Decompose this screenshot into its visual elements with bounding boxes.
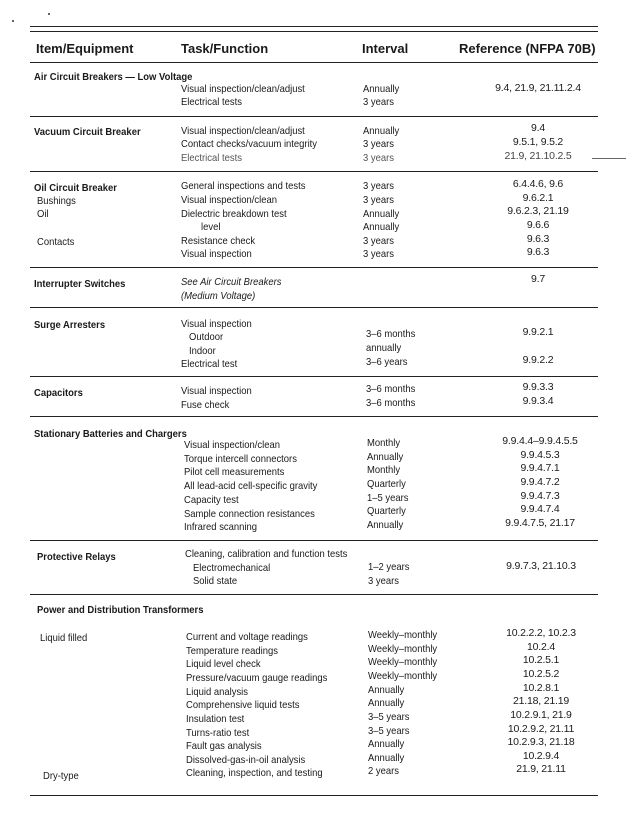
reference-text: 6.4.4.6, 9.6 [512, 178, 564, 190]
item-label: Protective Relays [37, 551, 116, 563]
interval-text: Annually [368, 752, 405, 764]
reference-text: 10.2.9.3, 21.18 [507, 736, 575, 748]
interval-text: 3–6 months [366, 328, 416, 340]
interval-text: 1–2 years [368, 561, 410, 573]
interval-text: 3 years [363, 152, 394, 164]
task-text: level [201, 221, 221, 233]
reference-text: 9.9.4.7.1 [520, 462, 560, 474]
section-rule [30, 594, 598, 595]
interval-text: Annually [367, 451, 404, 463]
task-text: Sample connection resistances [184, 508, 315, 520]
task-text: Infrared scanning [184, 521, 258, 533]
task-text: Electrical tests [181, 152, 242, 164]
task-text: Insulation test [186, 713, 245, 725]
sub-item-label: Dry-type [43, 770, 79, 782]
interval-text: 3 years [363, 180, 394, 192]
item-label: Interrupter Switches [34, 278, 126, 290]
reference-text: 9.5.1, 9.5.2 [512, 136, 564, 148]
task-text: Fault gas analysis [186, 740, 262, 752]
interval-text: Annually [368, 684, 405, 696]
top-rule [30, 31, 598, 32]
task-text: Visual inspection [181, 248, 252, 260]
interval-text: annually [366, 342, 402, 354]
header-reference: Reference (NFPA 70B) [459, 41, 596, 56]
interval-text: 3 years [363, 248, 394, 260]
task-text: Visual inspection [181, 318, 252, 330]
task-text: Comprehensive liquid tests [186, 699, 300, 711]
reference-text: 10.2.5.1 [522, 654, 560, 666]
task-text: Contact checks/vacuum integrity [181, 138, 318, 150]
reference-text: 9.6.3 [526, 246, 550, 258]
task-text: Solid state [193, 575, 238, 587]
header-item: Item/Equipment [36, 41, 134, 56]
task-text: Dissolved-gas-in-oil analysis [186, 754, 306, 766]
task-text: Pilot cell measurements [184, 466, 285, 478]
reference-text: 9.6.2.1 [522, 192, 554, 204]
sub-item-label: Oil [37, 208, 49, 220]
task-text: General inspections and tests [181, 180, 306, 192]
reference-text: 10.2.9.2, 21.11 [507, 723, 575, 735]
reference-text: 10.2.8.1 [522, 682, 560, 694]
interval-text: Annually [363, 83, 400, 95]
item-label: Power and Distribution Transformers [37, 604, 204, 616]
bottom-rule [30, 795, 598, 796]
interval-text: 3–5 years [368, 725, 410, 737]
reference-text: 21.9, 21.11 [516, 763, 566, 775]
interval-text: Quarterly [367, 478, 406, 490]
reference-text: 10.2.9.1, 21.9 [510, 709, 572, 721]
reference-text: 9.9.2.1 [522, 326, 554, 338]
sub-item-label: Bushings [37, 195, 76, 207]
interval-text: 3 years [368, 575, 399, 587]
sub-item-label: Contacts [37, 236, 75, 248]
interval-text: 3–6 years [366, 356, 408, 368]
reference-text: 9.6.6 [526, 219, 550, 231]
task-text: Torque intercell connectors [184, 453, 297, 465]
interval-text: Annually [363, 221, 400, 233]
task-text: Current and voltage readings [186, 631, 308, 643]
interval-text: 3 years [363, 194, 394, 206]
interval-text: Annually [363, 125, 400, 137]
header-rule [30, 62, 598, 63]
item-label: Air Circuit Breakers — Low Voltage [34, 71, 193, 83]
section-rule [30, 116, 598, 117]
task-text: Electromechanical [193, 562, 271, 574]
task-text: Pressure/vacuum gauge readings [186, 672, 328, 684]
speck-mark [48, 13, 50, 15]
interval-text: Weekly–monthly [368, 670, 438, 682]
reference-text: 9.7 [531, 273, 545, 285]
interval-text: Weekly–monthly [368, 643, 438, 655]
interval-text: Annually [363, 208, 400, 220]
interval-text: Weekly–monthly [368, 656, 438, 668]
section-rule [30, 540, 598, 541]
reference-text: 10.2.2.2, 10.2.3 [506, 627, 576, 639]
reference-text: 21.9, 21.10.2.5 [504, 150, 572, 162]
item-label: Surge Arresters [34, 319, 106, 331]
task-text: Visual inspection/clean/adjust [181, 83, 305, 95]
reference-text: 9.6.2.3, 21.19 [507, 205, 569, 217]
item-label: Oil Circuit Breaker [34, 182, 117, 194]
reference-text: 9.9.2.2 [522, 354, 554, 366]
task-text: Cleaning, calibration and function tests [185, 548, 348, 560]
interval-text: Monthly [367, 437, 401, 449]
interval-text: Monthly [367, 464, 401, 476]
section-rule [30, 416, 598, 417]
task-text: Cleaning, inspection, and testing [186, 767, 323, 779]
reference-text: 10.2.9.4 [522, 750, 560, 762]
interval-text: 2 years [368, 765, 399, 777]
reference-text: 9.9.4.7.5, 21.17 [505, 517, 575, 529]
interval-text: 3 years [363, 138, 394, 150]
task-text: Electrical test [181, 358, 238, 370]
reference-text: 9.9.3.3 [522, 381, 554, 393]
task-text: Electrical tests [181, 96, 242, 108]
interval-text: Quarterly [367, 505, 406, 517]
task-text: Visual inspection [181, 385, 252, 397]
task-text: Temperature readings [186, 645, 278, 657]
task-text: Dielectric breakdown test [181, 208, 287, 220]
item-label: Stationary Batteries and Chargers [34, 428, 187, 440]
reference-text: 10.2.5.2 [522, 668, 560, 680]
reference-text: 10.2.4 [527, 641, 555, 653]
reference-text: 9.4, 21.9, 21.11.2.4 [495, 82, 581, 94]
interval-text: 1–5 years [367, 492, 409, 504]
interval-text: 3–6 months [366, 397, 416, 409]
section-rule [30, 171, 598, 172]
reference-text: 9.6.3 [526, 233, 550, 245]
reference-text: 9.4 [531, 122, 545, 134]
interval-text: Annually [368, 738, 405, 750]
reference-text: 21.18, 21.19 [513, 695, 569, 707]
task-text: Liquid analysis [186, 686, 249, 698]
reference-text: 9.9.7.3, 21.10.3 [506, 560, 576, 572]
task-text: Capacity test [184, 494, 239, 506]
interval-text: Annually [367, 519, 404, 531]
section-rule [30, 307, 598, 308]
task-text: Liquid level check [186, 658, 261, 670]
reference-text: 9.9.4.7.4 [520, 503, 560, 515]
task-text: Resistance check [181, 235, 256, 247]
speck-mark [12, 20, 14, 22]
reference-text: 9.9.4.7.2 [520, 476, 560, 488]
reference-text: 9.9.4.4–9.9.4.5.5 [502, 435, 578, 447]
top-rule [30, 26, 598, 27]
sub-item-label: Liquid filled [40, 632, 88, 644]
task-text: (Medium Voltage) [181, 290, 256, 302]
task-text: Visual inspection/clean/adjust [181, 125, 305, 137]
header-interval: Interval [362, 41, 409, 56]
task-text: Outdoor [189, 331, 224, 343]
interval-text: 3–5 years [368, 711, 410, 723]
interval-text: Annually [368, 697, 405, 709]
interval-text: Weekly–monthly [368, 629, 438, 641]
task-text: All lead-acid cell-specific gravity [184, 480, 318, 492]
task-text: Visual inspection/clean [181, 194, 277, 206]
interval-text: 3 years [363, 235, 394, 247]
section-rule [30, 376, 598, 377]
task-text: Turns-ratio test [186, 727, 250, 739]
reference-text: 9.9.4.5.3 [520, 449, 560, 461]
reference-text: 9.9.3.4 [522, 395, 554, 407]
task-text: Indoor [189, 345, 216, 357]
item-label: Vacuum Circuit Breaker [34, 126, 141, 138]
reference-text: 9.9.4.7.3 [520, 490, 560, 502]
interval-text: 3 years [363, 96, 394, 108]
task-text: Visual inspection/clean [184, 439, 280, 451]
interval-text: 3–6 months [366, 383, 416, 395]
header-task: Task/Function [181, 41, 269, 56]
task-text: See Air Circuit Breakers [181, 276, 282, 288]
item-label: Capacitors [34, 387, 83, 399]
task-text: Fuse check [181, 399, 230, 411]
section-rule [30, 267, 598, 268]
margin-mark [592, 158, 626, 159]
